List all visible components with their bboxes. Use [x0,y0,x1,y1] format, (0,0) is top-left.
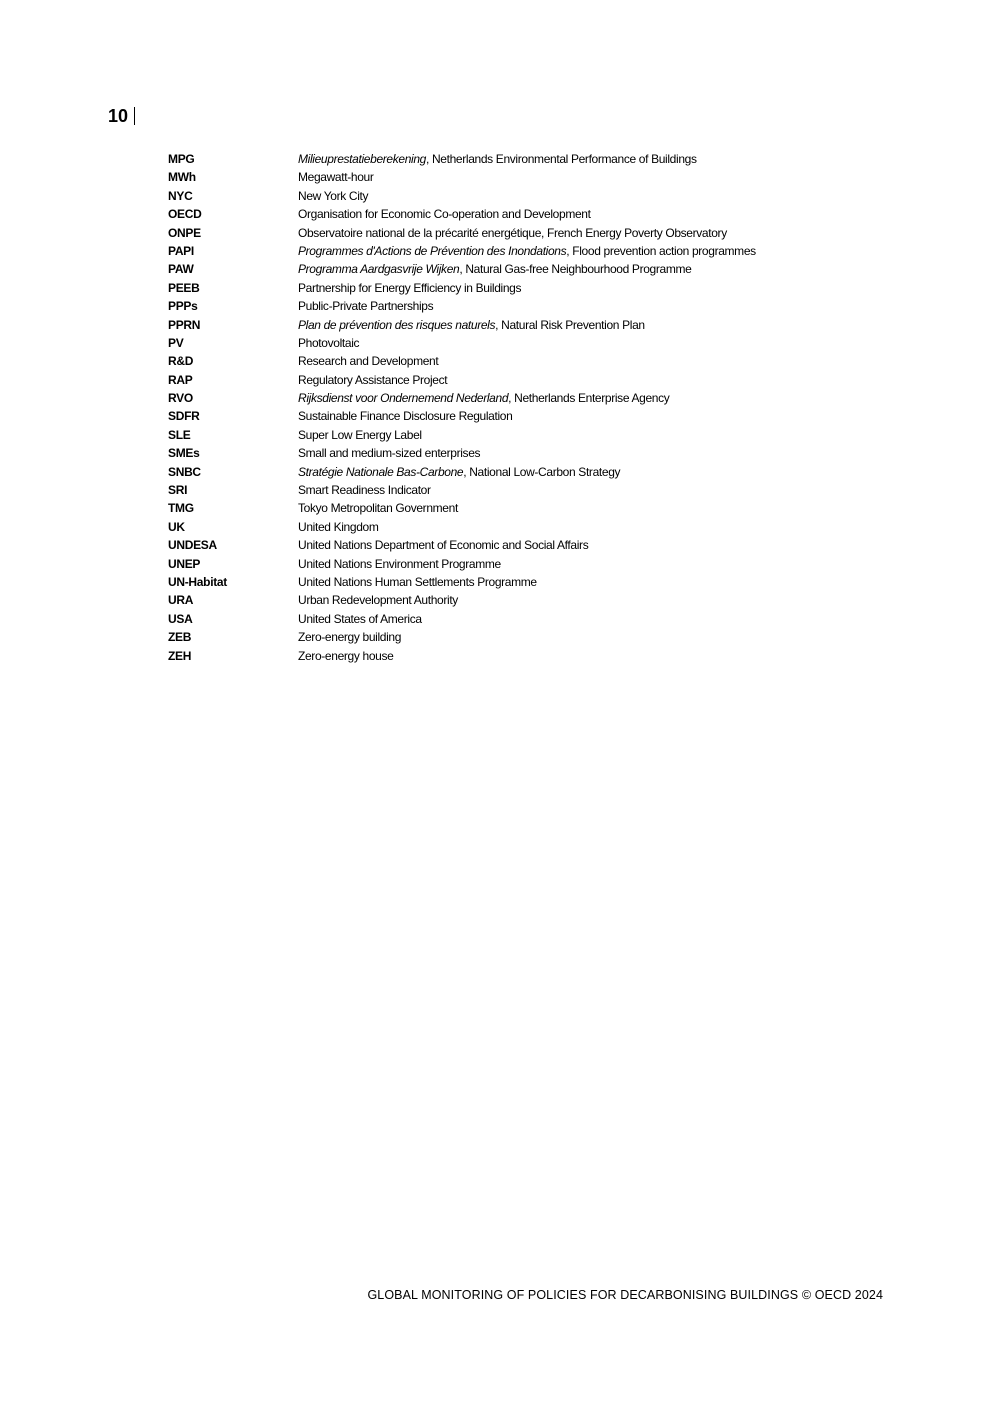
abbreviation-row [168,481,888,499]
abbreviation-row [168,536,888,554]
abbreviation-row [168,518,888,536]
abbreviation-term: UK [168,519,185,534]
abbreviation-term: OECD [168,207,202,222]
abbreviation-definition-text: New York City [298,188,369,203]
abbreviation-term: SMEs [168,446,200,461]
abbreviation-definition-text: , Flood prevention action programmes [566,243,756,258]
abbreviation-row [168,260,888,278]
abbreviation-definition [298,407,888,425]
abbreviation-definition-text: United Kingdom [298,519,379,534]
abbreviation-row [168,444,888,462]
abbreviation-definition-text: Sustainable Finance Disclosure Regulation [298,409,513,424]
abbreviation-term: SLE [168,427,191,442]
abbreviation-row [168,610,888,628]
abbreviation-row [168,316,888,334]
abbreviation-term: PPRN [168,317,201,332]
abbreviation-definition-text: Super Low Energy Label [298,427,422,442]
abbreviation-definition-text: , Natural Risk Prevention Plan [495,317,645,332]
abbreviation-definition-text: Zero-energy house [298,648,394,663]
abbreviation-row [168,463,888,481]
abbreviation-row [168,297,888,315]
abbreviation-row [168,187,888,205]
abbreviation-term: SNBC [168,464,201,479]
abbreviation-definition-text: United Nations Environment Programme [298,556,501,571]
abbreviation-term: USA [168,611,193,626]
abbreviation-definition-text: Research and Development [298,354,439,369]
abbreviation-definition [298,499,888,517]
abbreviation-term: ZEB [168,630,192,645]
abbreviation-row [168,150,888,168]
abbreviation-definition-text: Regulatory Assistance Project [298,372,448,387]
page-number: 10 [108,106,129,126]
abbreviation-definition [298,628,888,646]
abbreviation-row [168,407,888,425]
abbreviation-row [168,591,888,609]
abbreviation-row [168,389,888,407]
page-number-divider [134,107,135,125]
abbreviation-term: R&D [168,354,194,369]
abbreviation-term: PAW [168,262,194,277]
abbreviation-row [168,426,888,444]
abbreviation-definition [298,224,888,242]
abbreviation-definition-text: Urban Redevelopment Authority [298,593,458,608]
abbreviation-definition [298,279,888,297]
abbreviation-term: UNEP [168,556,201,571]
abbreviation-definition-text: Organisation for Economic Co-operation and Development [298,207,591,222]
abbreviation-definition [298,444,888,462]
abbreviation-definition [298,591,888,609]
abbreviation-definition-italic: Milieuprestatieberekening [298,152,426,166]
abbreviation-definition [298,316,888,334]
abbreviation-definition-text: , Netherlands Environmental Performance of Buildings [426,152,697,166]
abbreviation-definition [298,260,888,278]
abbreviation-definition-text: Small and medium-sized enterprises [298,446,481,461]
abbreviation-definition [298,518,888,536]
abbreviation-definition-text: Zero-energy building [298,630,402,645]
abbreviation-definition [298,187,888,205]
abbreviation-row [168,499,888,517]
abbreviation-definition [298,647,888,665]
abbreviation-definition-text: Public-Private Partnerships [298,299,434,314]
abbreviation-definition [298,463,888,481]
abbreviation-term: MWh [168,170,196,185]
abbreviation-definition [298,481,888,499]
abbreviation-definition-text: United Nations Human Settlements Programme [298,574,537,589]
abbreviation-definition [298,573,888,591]
abbreviation-row [168,279,888,297]
abbreviation-term: ONPE [168,225,201,240]
abbreviation-term: UNDESA [168,538,217,553]
abbreviation-definition-text: United Nations Department of Economic and Social Affairs [298,538,589,553]
abbreviation-row [168,334,888,352]
abbreviation-definition [298,168,888,186]
abbreviation-definition-italic: Rijksdienst voor Ondernemend Nederland [298,391,509,406]
abbreviation-definition-text: Observatoire national de la précarité energétique, French Energy Poverty Observatory [298,225,727,240]
abbreviation-definition-italic: Programmes d'Actions de Prévention des Inondations [298,243,567,258]
abbreviation-definition-text: Partnership for Energy Efficiency in Buildings [298,280,522,295]
abbreviation-term: PPPs [168,299,198,314]
abbreviation-definition [298,426,888,444]
abbreviation-definition-italic: Programma Aardgasvrije Wijken [298,262,460,277]
abbreviation-row [168,205,888,223]
abbreviation-definition-text: Smart Readiness Indicator [298,483,431,498]
abbreviation-term: URA [168,593,194,608]
abbreviation-definition [298,334,888,352]
abbreviation-definition [298,205,888,223]
abbreviation-term: NYC [168,188,193,203]
abbreviation-term: SRI [168,483,188,498]
abbreviation-definition-italic: Stratégie Nationale Bas-Carbone [298,464,464,479]
abbreviation-definition-text: , Netherlands Enterprise Agency [508,391,670,406]
abbreviation-definition-text: Photovoltaic [298,335,360,350]
abbreviation-definition-text: , National Low-Carbon Strategy [463,464,621,479]
abbreviation-row [168,555,888,573]
abbreviation-definition-text: Megawatt-hour [298,170,374,185]
abbreviation-term: PEEB [168,280,200,295]
abbreviation-definition [298,389,888,407]
abbreviation-row [168,628,888,646]
abbreviation-term: RAP [168,372,193,387]
abbreviation-definition [298,352,888,370]
abbreviation-row [168,352,888,370]
abbreviation-definition [298,297,888,315]
abbreviation-term: MPG [168,152,195,166]
abbreviations-list [168,150,888,665]
abbreviation-definition [298,610,888,628]
abbreviation-definition [298,536,888,554]
abbreviation-definition-italic: Plan de prévention des risques naturels [298,317,496,332]
abbreviation-term: ZEH [168,648,192,663]
abbreviation-definition [298,555,888,573]
abbreviation-definition [298,242,888,260]
abbreviation-term: UN-Habitat [168,574,227,589]
abbreviation-term: TMG [168,501,194,516]
abbreviation-definition-text: , Natural Gas-free Neighbourhood Programme [459,262,692,277]
abbreviation-term: SDFR [168,409,200,424]
page-footer: GLOBAL MONITORING OF POLICIES FOR DECARBONISING BUILDINGS © OECD 2024 [367,1288,883,1302]
abbreviation-row [168,168,888,186]
abbreviation-definition [298,371,888,389]
abbreviation-row [168,242,888,260]
page-header [108,104,135,128]
abbreviation-definition-text: Tokyo Metropolitan Government [298,501,458,516]
abbreviation-term: PAPI [168,243,194,258]
abbreviation-row [168,371,888,389]
abbreviation-row [168,573,888,591]
abbreviation-definition-text: United States of America [298,611,422,626]
abbreviation-definition [298,150,888,168]
abbreviation-row [168,647,888,665]
abbreviation-term: PV [168,335,184,350]
abbreviation-term: RVO [168,391,193,406]
abbreviation-row [168,224,888,242]
